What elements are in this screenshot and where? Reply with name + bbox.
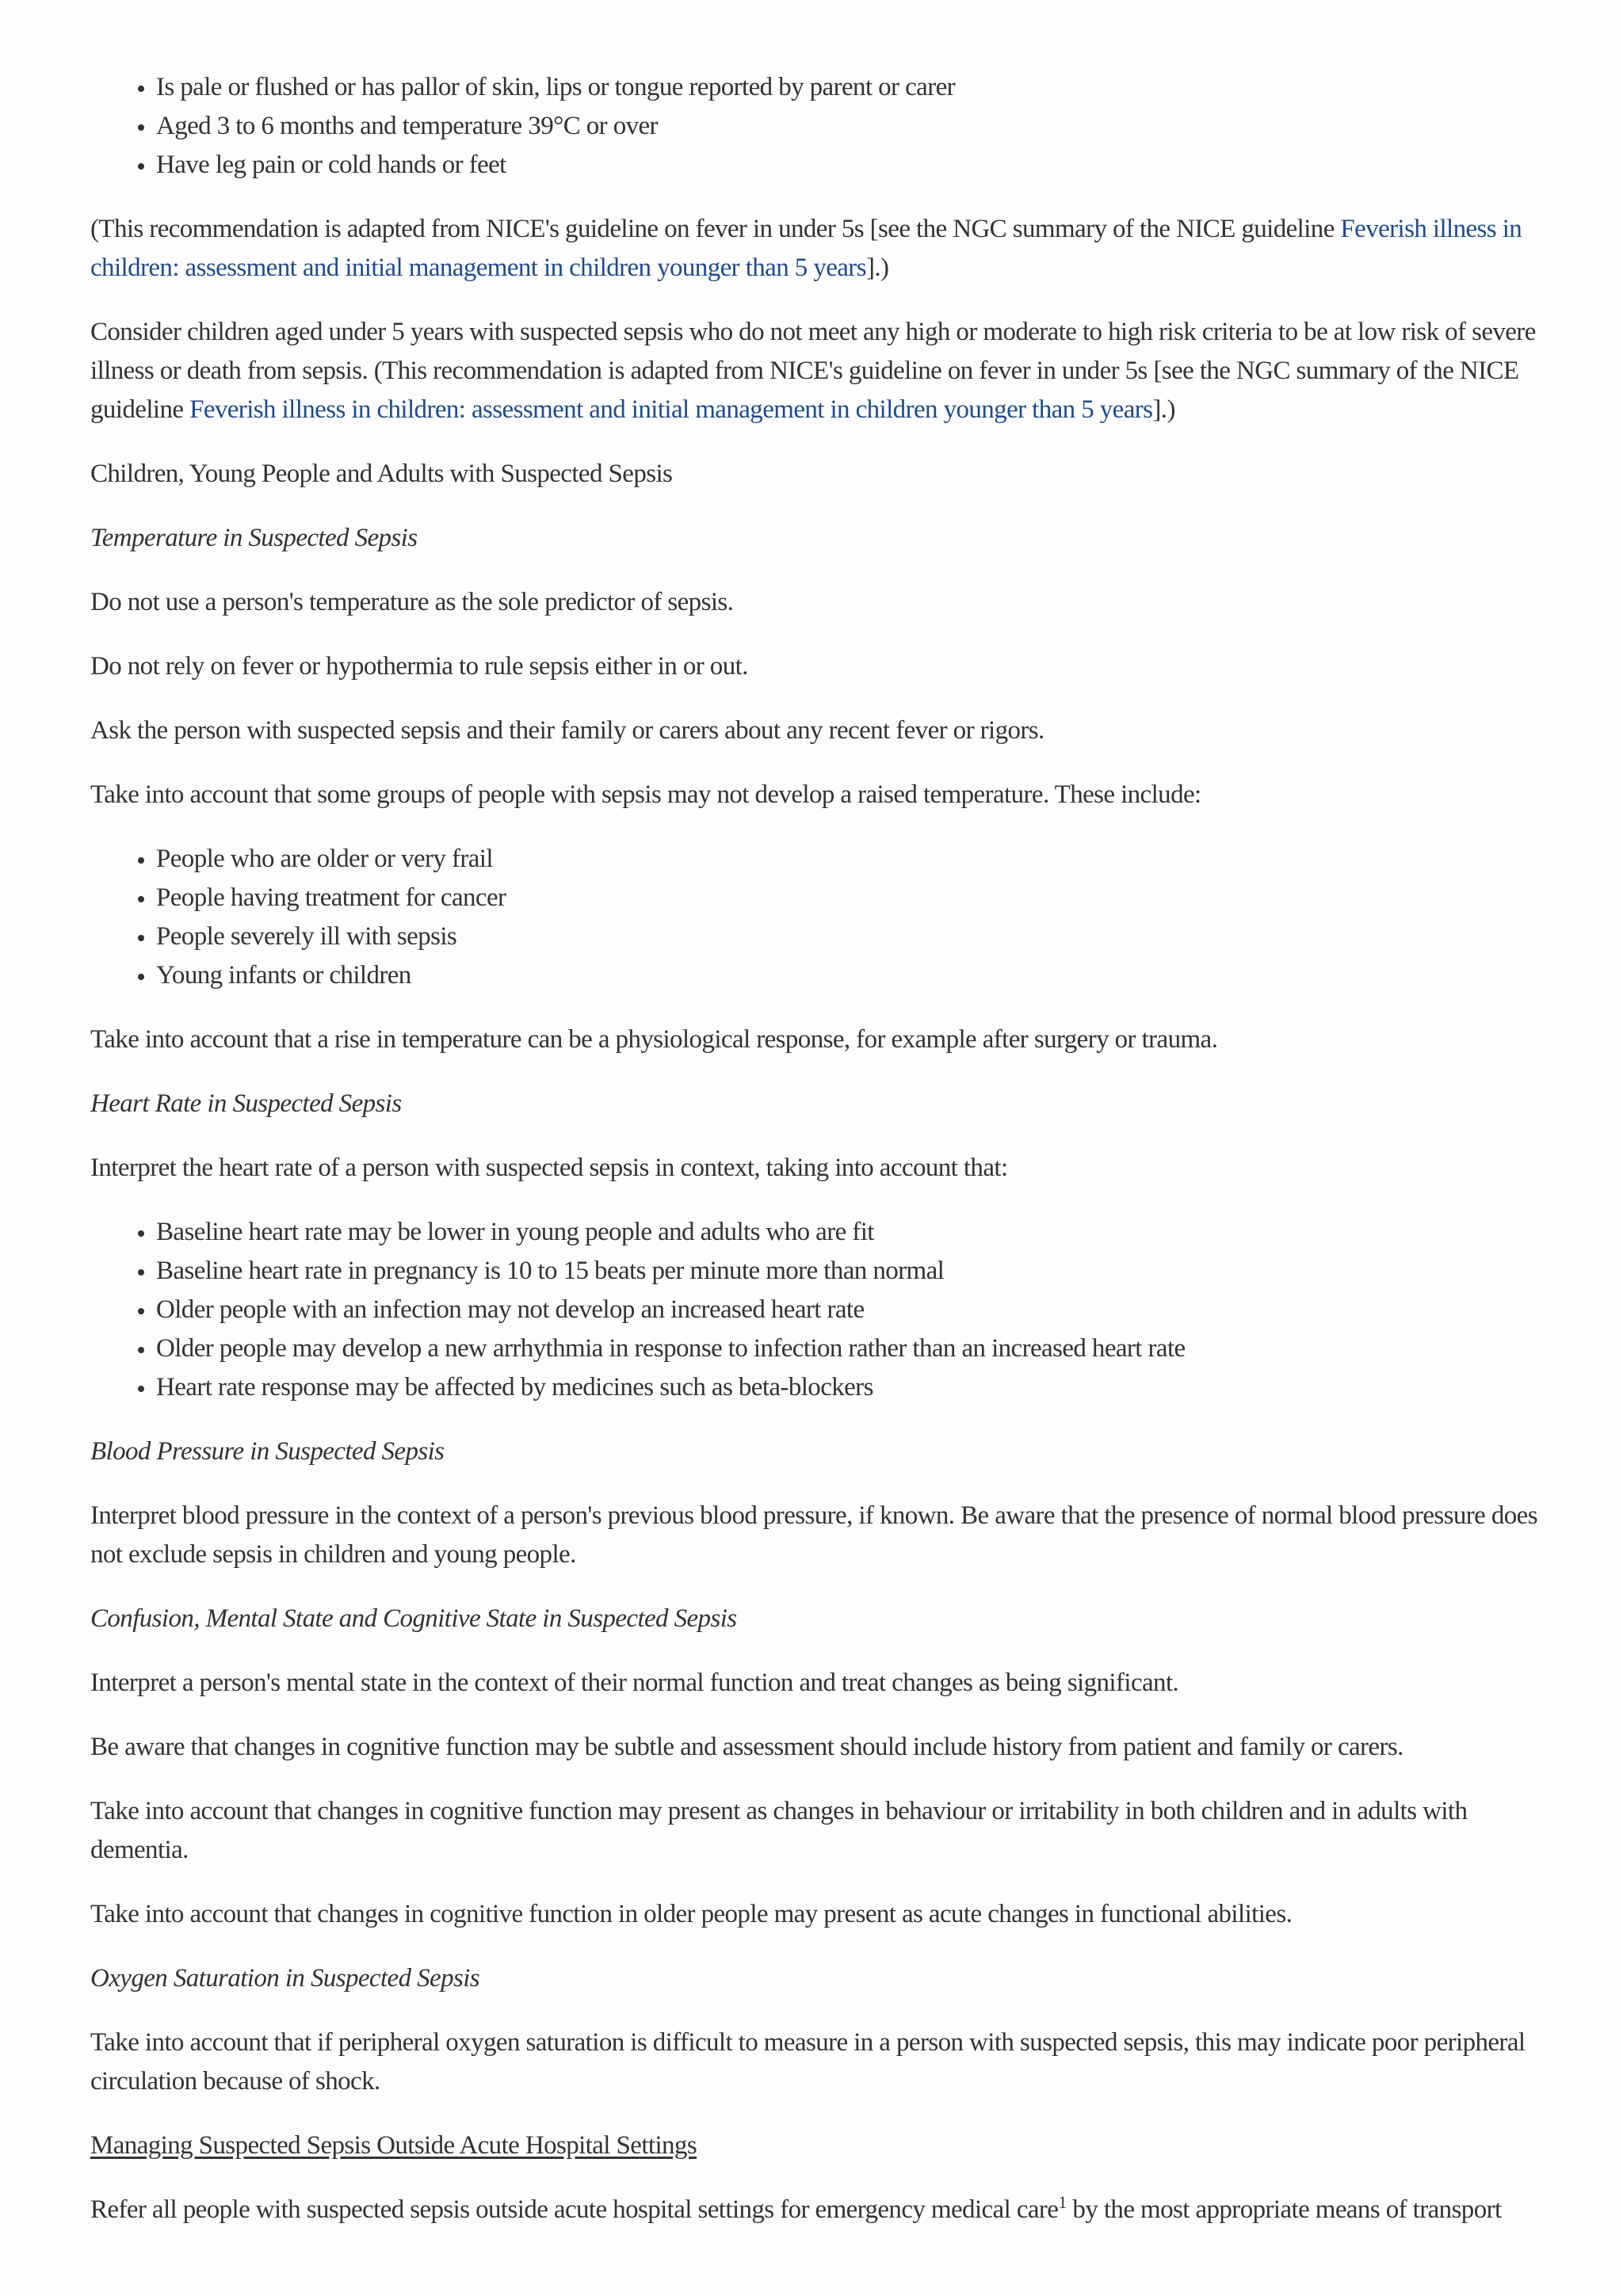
paragraph: Take into account that if peripheral oxygen saturation is difficult to measure in a person with suspected sepsis, this may indicate poor peripheral circulation because of shock. bbox=[90, 2028, 1526, 2096]
feverish-illness-link[interactable]: Feverish illness in children: assessment and initial management in children younger than 5 years bbox=[90, 215, 1522, 282]
temperature-heading: Temperature in Suspected Sepsis bbox=[90, 524, 418, 552]
paragraph: Do not use a person's temperature as the sole predictor of sepsis. bbox=[90, 588, 734, 616]
paragraph: Be aware that changes in cognitive function may be subtle and assessment should include history from patient and family or carers. bbox=[90, 1733, 1403, 1761]
list-item: • Older people may develop a new arrhythmia in response to infection rather than an increased heart rate bbox=[156, 1329, 1541, 1368]
list-item: • People having treatment for cancer bbox=[156, 879, 1541, 917]
paragraph: Interpret a person's mental state in the context of their normal function and treat changes as being significant. bbox=[90, 1669, 1179, 1697]
temperature-groups-list bbox=[90, 840, 1541, 995]
list-item: • Is pale or flushed or has pallor of skin, lips or tongue reported by parent or carer bbox=[156, 68, 1541, 107]
list-item: • People who are older or very frail bbox=[156, 840, 1541, 879]
list-item: • Young infants or children bbox=[156, 956, 1541, 995]
list-item: • Older people with an infection may not develop an increased heart rate bbox=[156, 1291, 1541, 1329]
heart-rate-heading: Heart Rate in Suspected Sepsis bbox=[90, 1089, 402, 1118]
list-item: • Heart rate response may be affected by medicines such as beta-blockers bbox=[156, 1368, 1541, 1407]
feverish-illness-link[interactable]: Feverish illness in children: assessment and initial management in children younger than 5 years bbox=[189, 395, 1153, 424]
managing-sepsis-heading: Managing Suspected Sepsis Outside Acute Hospital Settings bbox=[90, 2131, 697, 2160]
list-item: • People severely ill with sepsis bbox=[156, 917, 1541, 956]
paragraph: Take into account that changes in cognitive function may present as changes in behaviour or irritability in both children and in adults with dementia. bbox=[90, 1797, 1468, 1864]
low-risk-paragraph: Consider children aged under 5 years with suspected sepsis who do not meet any high or moderate to high risk criteria to be at low risk of severe illness or death from sepsis. (This recommendation is adapted from NICE's guideline on fever in under 5s [see the NGC summary of the NICE guideline Feverish illness in children: assessment and initial management in children younger than 5 years].) bbox=[90, 318, 1536, 424]
paragraph: Take into account that changes in cognitive function in older people may present as acute changes in functional abilities. bbox=[90, 1900, 1293, 1928]
heart-rate-list bbox=[90, 1213, 1541, 1407]
paragraph: Interpret blood pressure in the context of a person's previous blood pressure, if known. Be aware that the presence of normal blood pressure does not exclude sepsis in children and young people. bbox=[90, 1501, 1537, 1569]
paragraph: Refer all people with suspected sepsis outside acute hospital settings for emergency medical care$^1$ by the most appropriate means of transport bbox=[90, 2192, 1502, 2224]
confusion-heading: Confusion, Mental State and Cognitive State in Suspected Sepsis bbox=[90, 1604, 737, 1633]
paragraph: Ask the person with suspected sepsis and their family or carers about any recent fever or rigors. bbox=[90, 716, 1044, 745]
list-item: • Have leg pain or cold hands or feet bbox=[156, 146, 1541, 185]
paragraph: Take into account that a rise in temperature can be a physiological response, for example after surgery or trauma. bbox=[90, 1025, 1218, 1054]
list-item: • Aged 3 to 6 months and temperature 39°C or over bbox=[156, 107, 1541, 146]
paragraph: Take into account that some groups of people with sepsis may not develop a raised temperature. These include: bbox=[90, 780, 1201, 809]
recommendation-note: (This recommendation is adapted from NICE's guideline on fever in under 5s [see the NGC summary of the NICE guideline Feverish illness in children: assessment and initial management in children younger than 5 years].) bbox=[90, 215, 1522, 282]
footnote-marker: 1 bbox=[1058, 2192, 1067, 2212]
document-page bbox=[90, 68, 1541, 2255]
oxygen-heading: Oxygen Saturation in Suspected Sepsis bbox=[90, 1964, 480, 1993]
risk-criteria-list bbox=[90, 68, 1541, 185]
section-heading: Children, Young People and Adults with Suspected Sepsis bbox=[90, 460, 673, 488]
blood-pressure-heading: Blood Pressure in Suspected Sepsis bbox=[90, 1437, 445, 1466]
paragraph: Interpret the heart rate of a person with suspected sepsis in context, taking into account that: bbox=[90, 1154, 1008, 1182]
list-item: • Baseline heart rate may be lower in young people and adults who are fit bbox=[156, 1213, 1541, 1252]
list-item: • Baseline heart rate in pregnancy is 10 to 15 beats per minute more than normal bbox=[156, 1252, 1541, 1291]
paragraph: Do not rely on fever or hypothermia to rule sepsis either in or out. bbox=[90, 652, 748, 681]
